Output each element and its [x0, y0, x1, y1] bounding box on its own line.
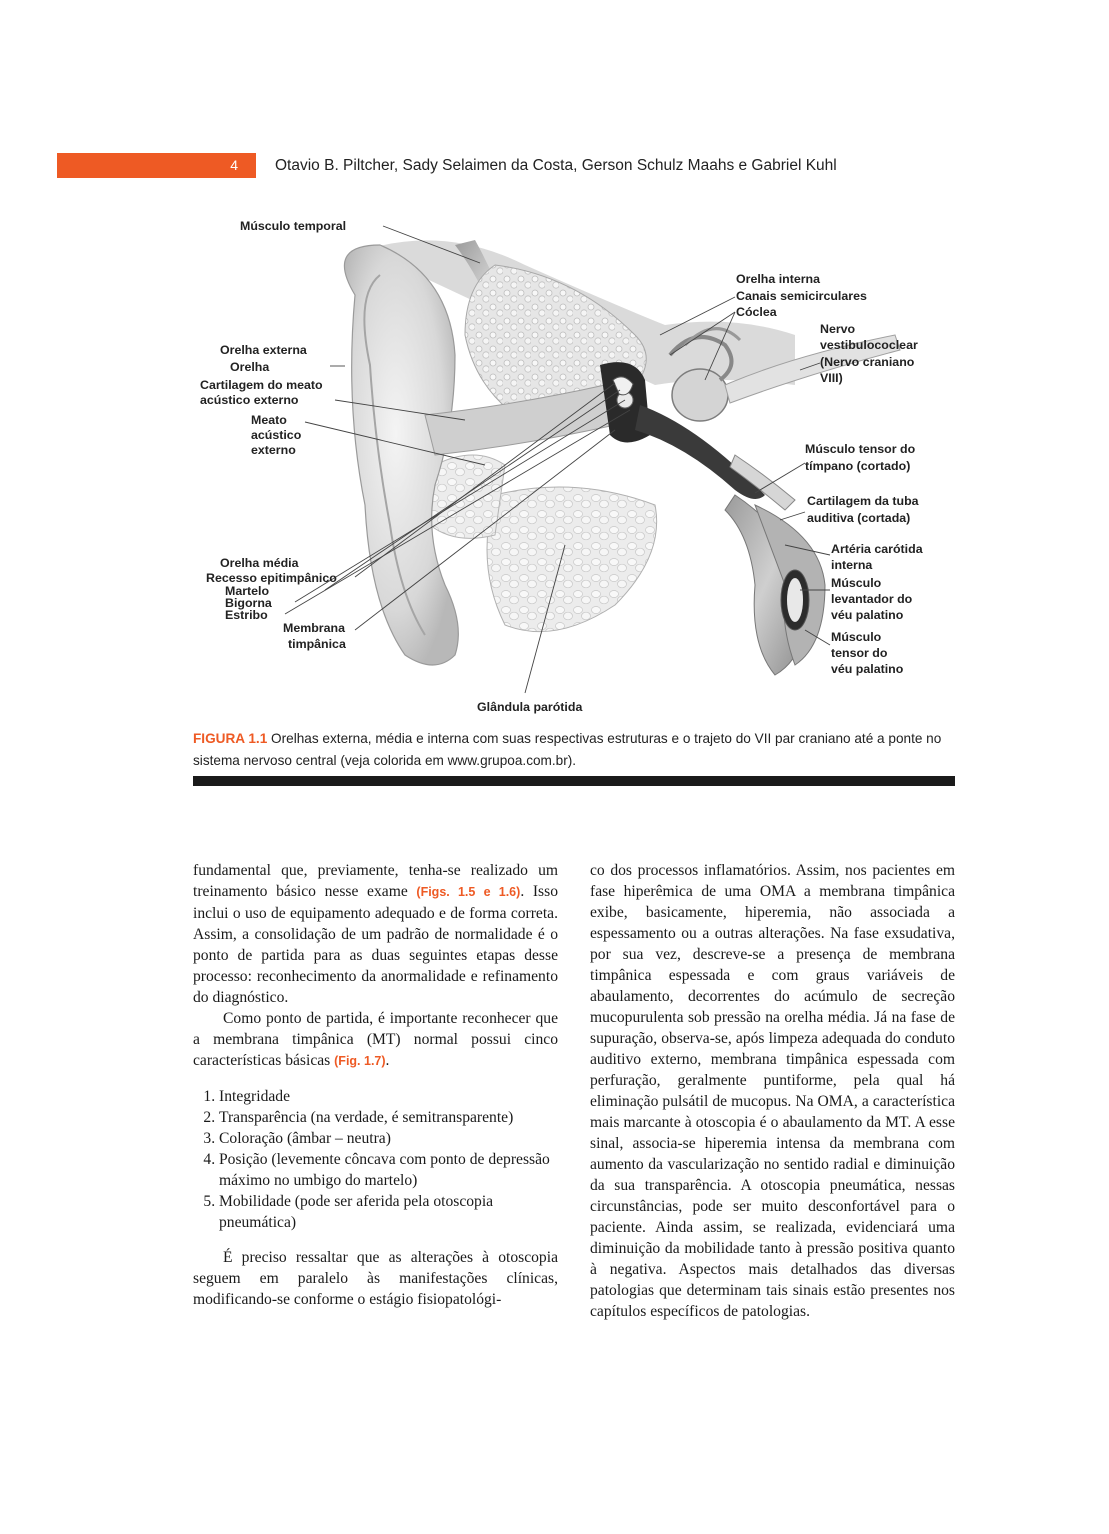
left-column — [193, 860, 558, 1310]
list-item: 2. Transparência (na verdade, é semitransparente) — [219, 1107, 558, 1128]
label-orelha: Orelha — [230, 360, 270, 374]
paragraph-text: fundamental que, previamente, tenha-se realizado um treinamento básico nesse exame — [193, 862, 558, 900]
paragraph: co dos processos inflamatórios. Assim, nos pacientes em fase hiperêmica de uma OMA a membrana timpânica exibe, basicamente, hiperemia, não associada a espessamento ou a outras alterações. Na fase exsudativa, por sua vez, descreve-se a presença de membrana timpânica espessada e com graus variáveis de abaulamento, decorrentes do acúmulo de secreção mucopurulenta sob pressão na orelha média. Já na fase de supuração, observa-se, após limpeza adequada do conduto auditivo externo, membrana timpânica espessada com perfuração, geralmente puntiforme, pela qual há eliminação pulsátil de mucopus. Na OMA, a característica mais marcante à otoscopia é o abaulamento da MT. A esse sinal, associa-se hiperemia intensa da membrana com aumento da vascularização no sentido radial e diminuição da sua transparência. A otoscopia pneumática, nessas circunstâncias, pode ser muito desconfortável para o paciente. Ainda assim, se realizada, evidenciará uma diminuição da mobilidade tanto à pressão positiva quanto à negativa. Aspectos mais detalhados das diversas patologias que determinam tais sinais estão presentes nos capítulos específicos de patologias. — [590, 862, 955, 1320]
label-levantador-2: levantador do — [831, 592, 913, 606]
label-orelha-media: Orelha média — [220, 556, 299, 570]
label-tensor-timpano-1: Músculo tensor do — [805, 442, 916, 456]
figure-reference: (Figs. 1.5 e 1.6) — [416, 885, 521, 899]
label-estribo: Estribo — [225, 608, 268, 622]
paragraph — [193, 1008, 558, 1072]
figure-caption — [193, 728, 955, 772]
label-meato-3: externo — [251, 443, 296, 457]
label-tensor-timpano-2: tímpano (cortado) — [805, 459, 911, 473]
list-item: 1. Integridade — [219, 1086, 558, 1107]
label-cartilagem-meato-2: acústico externo — [200, 393, 299, 407]
paragraph-text: . Isso inclui o uso de equipamento adequado e de forma correta. Assim, a consolidação de um padrão de normalidade é o ponto de partida para as duas seguintes etapas desse processo: reconhecimento da anormalidade e refinamento do diagnóstico. — [193, 883, 558, 1006]
page-number: 4 — [230, 157, 238, 173]
label-orelha-externa: Orelha externa — [220, 343, 307, 357]
ear-anatomy-figure — [195, 205, 955, 720]
label-meato-2: acústico — [251, 428, 302, 442]
paragraph: É preciso ressaltar que as alterações à otoscopia seguem em paralelo às manifestações clínicas, modificando-se conforme o estágio fisiopatológi- — [193, 1249, 558, 1308]
label-glandula-parotida: Glândula parótida — [477, 700, 583, 714]
label-cartilagem-meato-1: Cartilagem do meato — [200, 378, 323, 392]
paragraph-text: Como ponto de partida, é importante reconhecer que a membrana timpânica (MT) normal possui cinco características básicas — [193, 1010, 558, 1069]
label-tensor-veu-1: Músculo — [831, 630, 882, 644]
label-nervo-viii: VIII) — [820, 371, 843, 385]
section-divider — [193, 776, 955, 786]
label-meato-1: Meato — [251, 413, 287, 427]
label-membrana-1: Membrana — [283, 621, 345, 635]
label-arteria-1: Artéria carótida — [831, 542, 923, 556]
label-recesso-epitimpanico: Recesso epitimpânico — [206, 571, 337, 585]
list-item: 3. Coloração (âmbar – neutra) — [219, 1128, 558, 1149]
label-cartilagem-tuba-2: auditiva (cortada) — [807, 511, 911, 525]
label-nervo-vestibulococlear: vestibulococlear — [820, 338, 918, 352]
label-bigorna: Bigorna — [225, 596, 272, 610]
characteristics-list — [193, 1086, 558, 1233]
label-levantador-3: véu palatino — [831, 608, 904, 622]
paragraph-text: . — [385, 1052, 390, 1069]
list-item: 4. Posição (levemente côncava com ponto de depressão máximo no umbigo do martelo) — [219, 1149, 558, 1191]
label-tensor-veu-3: véu palatino — [831, 662, 904, 676]
label-orelha-interna: Orelha interna — [736, 272, 821, 286]
page-number-bar — [57, 153, 256, 178]
paragraph — [193, 860, 558, 1008]
label-canais-semicirculares: Canais semicirculares — [736, 289, 867, 303]
label-tensor-veu-2: tensor do — [831, 646, 888, 660]
label-nervo-craniano: (Nervo craniano — [820, 355, 915, 369]
label-martelo: Martelo — [225, 584, 270, 598]
label-arteria-2: interna — [831, 558, 873, 572]
figure-reference: (Fig. 1.7) — [334, 1054, 386, 1068]
list-item: 5. Mobilidade (pode ser aferida pela otoscopia pneumática) — [219, 1191, 558, 1233]
label-cartilagem-tuba-1: Cartilagem da tuba — [807, 494, 919, 508]
label-levantador-1: Músculo — [831, 576, 882, 590]
label-coclea: Cóclea — [736, 305, 777, 319]
label-nervo: Nervo — [820, 322, 856, 336]
running-header-authors: Otavio B. Piltcher, Sady Selaimen da Costa, Gerson Schulz Maahs e Gabriel Kuhl — [275, 157, 837, 174]
figure-caption-label: FIGURA 1.1 — [193, 731, 268, 746]
right-column — [590, 860, 955, 1322]
label-membrana-2: timpânica — [288, 637, 346, 651]
label-musculo-temporal: Músculo temporal — [240, 219, 347, 233]
figure-caption-text: Orelhas externa, média e interna com suas respectivas estruturas e o trajeto do VII par craniano até a ponte no sistema nervoso central (veja colorida em www.grupoa.com.br). — [193, 731, 942, 768]
